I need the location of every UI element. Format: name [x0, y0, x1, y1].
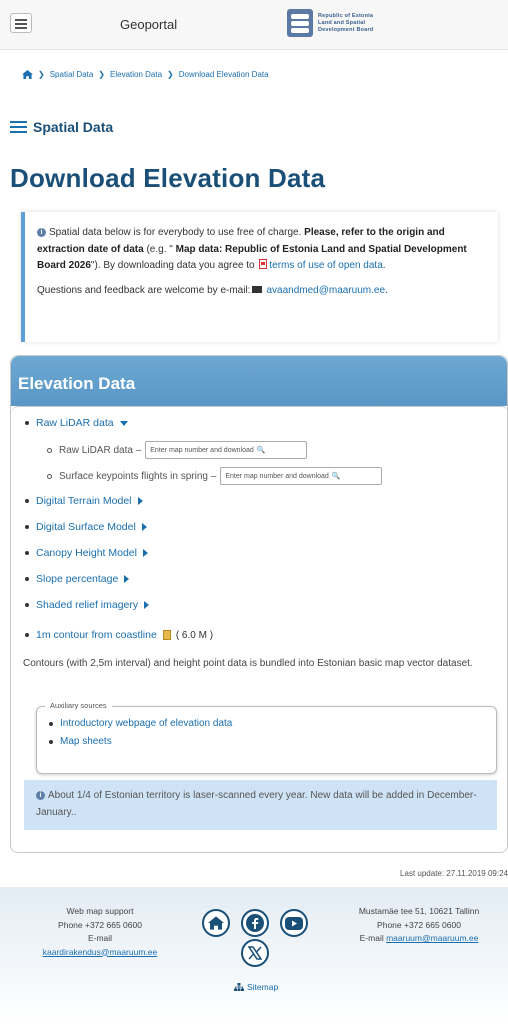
sitemap-link[interactable]: [234, 982, 278, 992]
bullet: [25, 525, 29, 529]
list-item-chm[interactable]: [25, 547, 148, 559]
youtube-button[interactable]: [280, 909, 308, 937]
top-bar: [0, 0, 508, 50]
chevron-right-icon: ❯: [167, 70, 174, 79]
dsm-link[interactable]: Digital Surface Model: [36, 521, 136, 533]
list-item-contour[interactable]: [25, 629, 213, 641]
feedback-text: .: [385, 284, 388, 296]
home-social-button[interactable]: [202, 909, 230, 937]
logo-line-1: Republic of Estonia: [318, 12, 374, 19]
sublist-label: Raw LiDAR data –: [59, 444, 142, 456]
breadcrumb-item-elevation-data[interactable]: Elevation Data: [110, 70, 163, 79]
file-size: ( 6.0 M ): [175, 629, 214, 641]
raw-lidar-map-input[interactable]: [145, 441, 307, 459]
list-item-shaded-relief[interactable]: [25, 599, 149, 611]
circle-bullet: [47, 448, 52, 453]
info-text: (e.g. ": [143, 243, 176, 255]
auxiliary-sources-legend: Auxiliary sources: [45, 701, 112, 710]
search-icon[interactable]: 🔍: [331, 473, 341, 480]
intro-webpage-link[interactable]: Introductory webpage of elevation data: [60, 718, 233, 729]
dtm-link[interactable]: Digital Terrain Model: [36, 495, 132, 507]
footer-support-title: Web map support: [66, 906, 134, 916]
info-icon: i: [37, 228, 46, 237]
breadcrumb: [22, 70, 269, 79]
footer-phone: Phone +372 665 0600: [377, 919, 461, 930]
spatial-data-menu-link[interactable]: [10, 119, 113, 135]
home-icon[interactable]: [22, 70, 33, 79]
x-icon: [248, 946, 262, 960]
logo-line-2: Land and Spatial: [318, 19, 366, 26]
page-title: Download Elevation Data: [10, 163, 326, 193]
info-text: .: [382, 260, 386, 272]
feedback-text: Questions and feedback are welcome by e-mail:: [37, 284, 251, 296]
logo-text: [318, 13, 373, 34]
info-text: Spatial data below is for everybody to use free of charge.: [49, 227, 305, 238]
footer: [0, 887, 508, 1024]
aux-item[interactable]: [49, 736, 112, 747]
envelope-icon: [252, 286, 262, 293]
logo[interactable]: [287, 9, 373, 37]
sitemap-icon: [234, 983, 244, 991]
site-title[interactable]: Geoportal: [120, 17, 178, 32]
caret-right-icon[interactable]: [144, 601, 149, 609]
caret-right-icon[interactable]: [142, 523, 147, 531]
slope-link[interactable]: Slope percentage: [36, 573, 119, 585]
bullet: [49, 740, 53, 744]
bullet: [49, 722, 53, 726]
menu-toggle-button[interactable]: [10, 13, 32, 33]
info-bold-text: Please, refer to the origin and extraction date of data: [37, 227, 445, 255]
circle-bullet: [47, 474, 52, 479]
elevation-data-panel: [10, 355, 508, 853]
input-placeholder: Enter map number and download: [225, 472, 329, 480]
breadcrumb-item-spatial-data[interactable]: Spatial Data: [49, 70, 94, 79]
info-box: [21, 212, 498, 342]
facebook-button[interactable]: [241, 909, 269, 937]
footer-address: Mustamäe tee 51, 10621 Tallinn: [358, 906, 480, 916]
footer-email-link[interactable]: maaruum@maaruum.ee: [386, 933, 479, 943]
caret-right-icon[interactable]: [124, 575, 129, 583]
logo-line-3: Development Board: [318, 26, 374, 33]
pdf-icon: [259, 259, 267, 269]
raw-lidar-toggle[interactable]: Raw LiDAR data: [36, 417, 114, 429]
home-icon: [208, 916, 224, 930]
x-twitter-button[interactable]: [241, 939, 269, 967]
contour-download-link[interactable]: 1m contour from coastline: [36, 629, 157, 641]
hamburger-icon: [10, 121, 27, 134]
sublist-item-raw-lidar: [47, 441, 307, 459]
sublist-label: Surface keypoints flights in spring –: [59, 470, 217, 482]
zip-file-icon[interactable]: [163, 630, 171, 640]
shaded-relief-link[interactable]: Shaded relief imagery: [36, 599, 139, 611]
list-item-dtm[interactable]: [25, 495, 143, 507]
last-update: Last update: 27.11.2019 09:24: [400, 869, 508, 878]
info-bold-text: Map data: Republic of Estonia Land and Spatial Development Board 2026: [37, 243, 467, 272]
bullet: [25, 603, 29, 607]
list-item-dsm[interactable]: [25, 521, 147, 533]
scanning-notice: [24, 780, 497, 830]
terms-of-use-link[interactable]: terms of use of open data: [269, 260, 383, 272]
surface-keypoints-map-input[interactable]: [220, 467, 382, 485]
bullet: [25, 551, 29, 555]
list-item-slope[interactable]: [25, 573, 129, 585]
bullet: [25, 577, 29, 581]
info-paragraph: [37, 225, 486, 275]
aux-item[interactable]: [49, 718, 232, 729]
bullet: [25, 421, 29, 425]
footer-contact: [330, 905, 508, 946]
chm-link[interactable]: Canopy Height Model: [36, 547, 137, 559]
chevron-right-icon: ❯: [38, 70, 45, 79]
search-icon[interactable]: 🔍: [256, 447, 266, 454]
youtube-icon: [285, 917, 303, 930]
facebook-icon: [246, 914, 264, 932]
bullet: [25, 499, 29, 503]
sitemap-label: Sitemap: [247, 982, 279, 992]
coat-of-arms-icon: [287, 9, 313, 37]
caret-down-icon[interactable]: [120, 421, 128, 426]
section-link-label: Spatial Data: [33, 119, 114, 135]
caret-right-icon[interactable]: [138, 497, 143, 505]
sublist-item-surface-keypoints: [47, 467, 382, 485]
footer-support: [0, 905, 200, 959]
panel-title: Elevation Data: [11, 356, 507, 406]
input-placeholder: Enter map number and download: [150, 446, 254, 454]
chevron-right-icon: ❯: [98, 70, 105, 79]
info-text: "). By downloading data you agree to: [90, 260, 258, 272]
bullet: [25, 633, 29, 637]
notice-text: About 1/4 of Estonian territory is laser-scanned every year. New data will be added in December-January..: [36, 790, 477, 818]
map-sheets-link[interactable]: Map sheets: [60, 736, 112, 747]
auxiliary-sources-box: [36, 701, 497, 774]
contours-note: Contours (with 2,5m interval) and height point data is bundled into Estonian basic map vector dataset.: [23, 658, 473, 669]
footer-support-email-label: E-mail: [87, 933, 113, 943]
breadcrumb-item-download[interactable]: Download Elevation Data: [178, 70, 269, 79]
footer-support-email-link[interactable]: kaardirakendus@maaruum.ee: [42, 946, 158, 957]
panel-body: [11, 406, 508, 853]
footer-email-label: E-mail: [359, 933, 387, 943]
info-icon: i: [36, 791, 45, 800]
feedback-paragraph: [37, 283, 486, 300]
list-item-raw-lidar[interactable]: [25, 417, 128, 429]
footer-support-phone: Phone +372 665 0600: [58, 919, 142, 930]
feedback-email-link[interactable]: avaandmed@maaruum.ee: [266, 284, 386, 296]
caret-right-icon[interactable]: [143, 549, 148, 557]
